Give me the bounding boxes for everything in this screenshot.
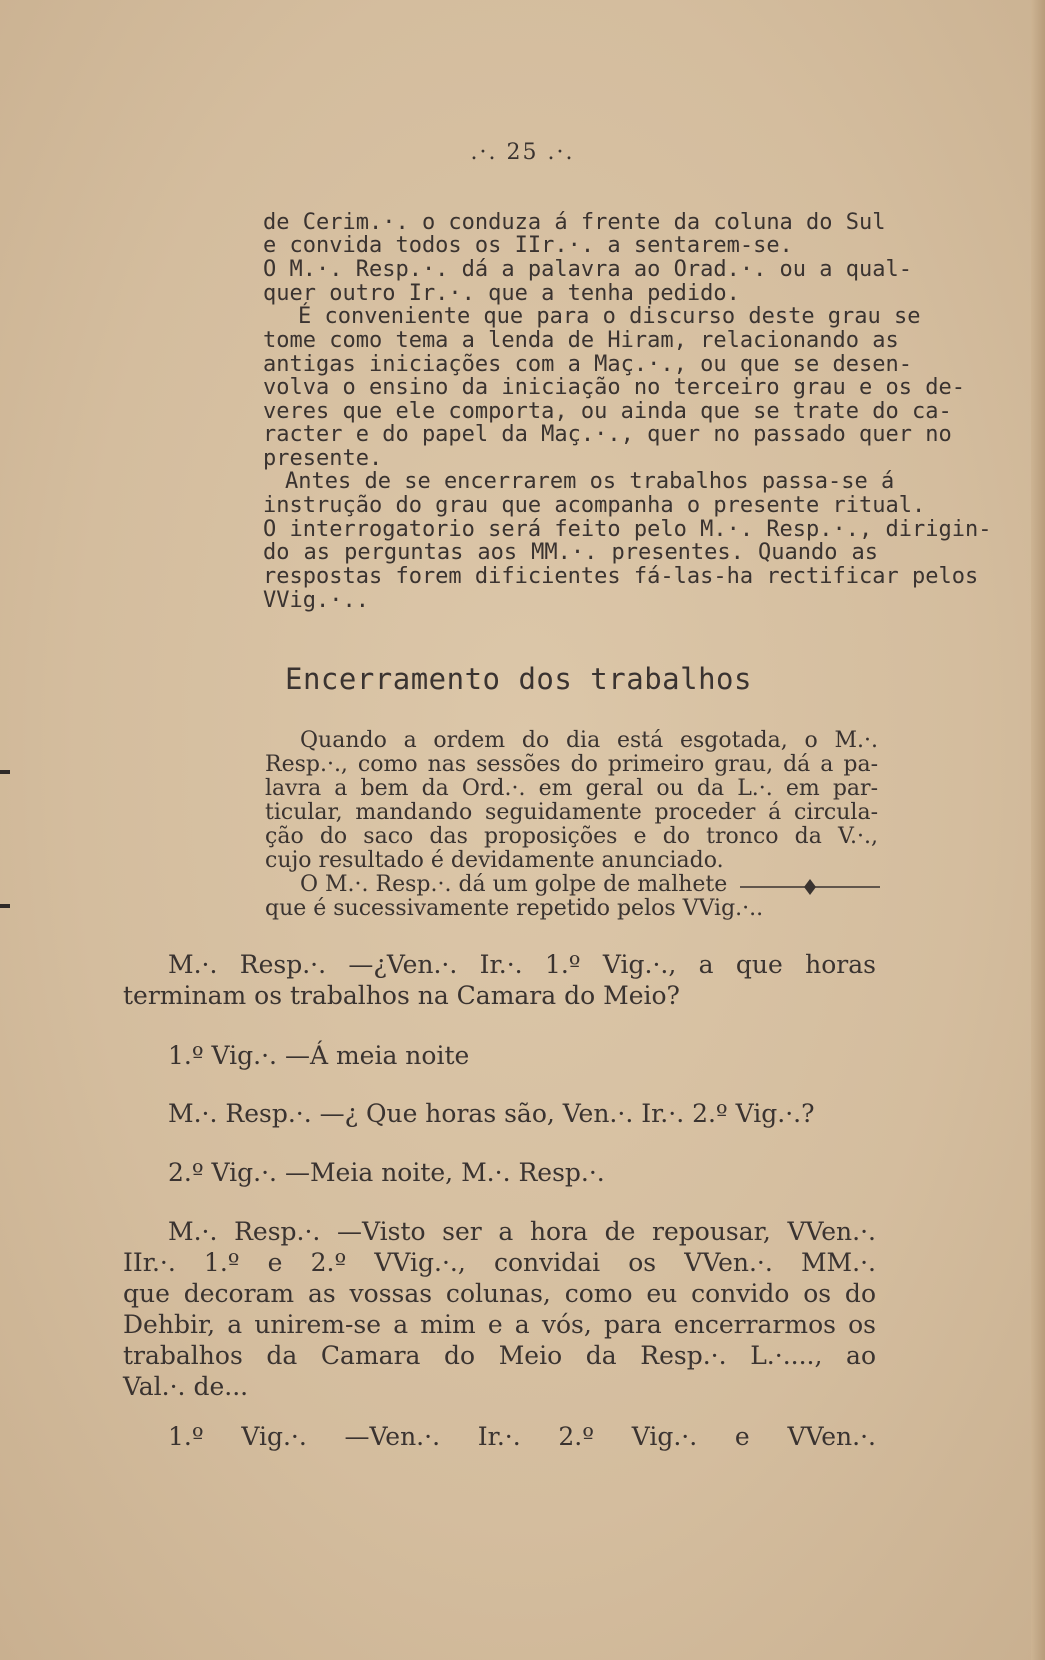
dialog-line: 1.º Vig.·. —Á meia noite	[168, 1041, 470, 1070]
text-line: O M.·. Resp.·. dá a palavra ao Orad.·. ou a qual-	[263, 257, 913, 282]
dialog-line: terminam os trabalhos na Camara do Meio?	[123, 981, 680, 1010]
text-line: do as perguntas aos MM.·. presentes. Quando as	[263, 540, 878, 565]
text-line: respostas forem dificientes fá-las-ha rectificar pelos	[263, 564, 979, 589]
text-line: VVig.·..	[263, 588, 369, 613]
dialog-line: IIr.·. 1.º e 2.º VVig.·., convidai os VVen.·. MM.·.	[123, 1248, 876, 1277]
text-line: volva o ensino da iniciação no terceiro grau e os de-	[263, 375, 965, 400]
dialog-line: trabalhos da Camara do Meio da Resp.·. L.·...., ao	[123, 1341, 876, 1370]
dialog-line: 2.º Vig.·. —Meia noite, M.·. Resp.·.	[168, 1158, 605, 1187]
dialog-line: Val.·. de...	[123, 1372, 249, 1401]
text-line: racter e do papel da Maç.·., quer no passado quer no	[263, 422, 952, 447]
dialog-line: M.·. Resp.·. —Visto ser a hora de repousar, VVen.·.	[168, 1217, 876, 1246]
text-line: cujo resultado é devidamente anunciado.	[265, 848, 724, 873]
text-line: É conveniente que para o discurso deste grau se	[298, 304, 921, 329]
margin-mark	[0, 904, 10, 908]
text-line: Antes de se encerrarem os trabalhos passa-se á	[285, 469, 895, 494]
text-line: lavra a bem da Ord.·. em geral ou da L.·. em par-	[265, 776, 878, 801]
text-line: O M.·. Resp.·. dá um golpe de malhete	[300, 872, 728, 897]
margin-mark	[0, 770, 10, 774]
section-heading: Encerramento dos trabalhos	[285, 662, 752, 696]
dialog-line: que decoram as vossas colunas, como eu convido os do	[123, 1279, 876, 1308]
text-line: ção do saco das proposições e do tronco da V.·.,	[265, 824, 878, 849]
dialog-line: 1.º Vig.·. —Ven.·. Ir.·. 2.º Vig.·. e VVen.·.	[168, 1422, 876, 1451]
text-line: quer outro Ir.·. que a tenha pedido.	[263, 281, 740, 306]
text-line: antigas iniciações com a Maç.·., ou que se desen-	[263, 352, 913, 377]
page-edge	[1031, 0, 1045, 1660]
dialog-line: Dehbir, a unirem-se a mim e a vós, para encerrarmos os	[123, 1310, 876, 1339]
text-line: tome como tema a lenda de Hiram, relacionando as	[263, 328, 899, 353]
text-line: de Cerim.·. o conduza á frente da coluna do Sul	[263, 210, 886, 235]
text-line: ticular, mandando seguidamente proceder á circula-	[265, 800, 878, 825]
text-line: que é sucessivamente repetido pelos VVig.·..	[265, 896, 764, 921]
page-number: .·. 25 .·.	[470, 140, 575, 165]
dialog-line: M.·. Resp.·. —¿Ven.·. Ir.·. 1.º Vig.·., a que horas	[168, 950, 876, 979]
text-line: veres que ele comporta, ou ainda que se trate do ca-	[263, 399, 952, 424]
text-line: Quando a ordem do dia está esgotada, o M.·.	[300, 728, 878, 753]
ornament-rule	[740, 876, 880, 896]
text-line: presente.	[263, 446, 383, 471]
text-line: Resp.·., como nas sessões do primeiro grau, dá a pa-	[265, 752, 878, 777]
diamond-ornament-icon	[804, 879, 816, 895]
text-line: instrução do grau que acompanha o presente ritual.	[263, 493, 926, 518]
text-line: O interrogatorio será feito pelo M.·. Resp.·., dirigin-	[263, 517, 992, 542]
dialog-line: M.·. Resp.·. —¿ Que horas são, Ven.·. Ir.·. 2.º Vig.·.?	[168, 1099, 815, 1128]
text-line: e convida todos os IIr.·. a sentarem-se.	[263, 233, 793, 258]
